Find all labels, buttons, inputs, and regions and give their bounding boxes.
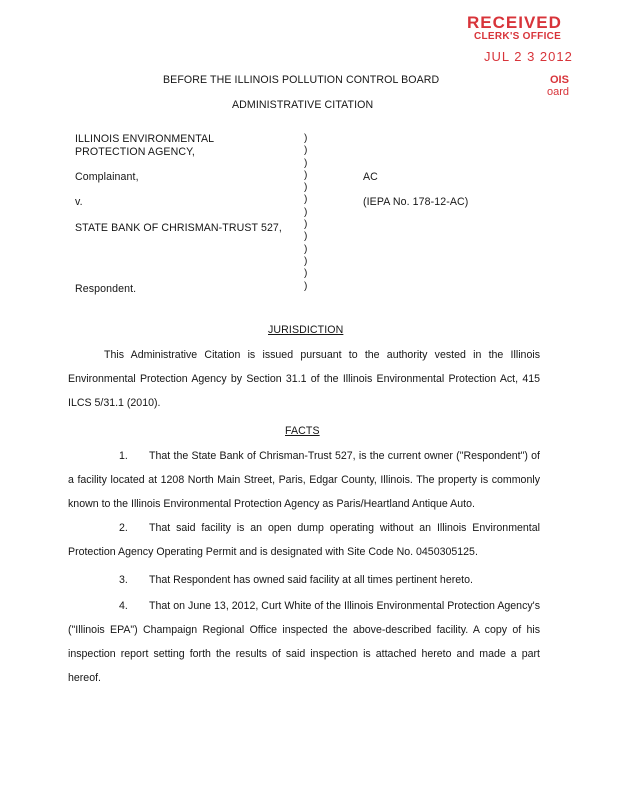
fact-number: 1. bbox=[119, 450, 128, 462]
complainant-name-line2: PROTECTION AGENCY, bbox=[75, 146, 195, 158]
facts-heading: FACTS bbox=[285, 425, 320, 437]
jurisdiction-text: This Administrative Citation is issued pursuant to the authority vested in the Illinois Environmental Protection Agency by Section 31.1 of the Illinois Environmental Protection Act, 415 ILCS 5/31.1 (2010). bbox=[68, 349, 540, 409]
bracket-glyph: ) bbox=[304, 243, 308, 255]
board-heading: BEFORE THE ILLINOIS POLLUTION CONTROL BOARD bbox=[163, 74, 440, 86]
fact-text: That said facility is an open dump operating without an Illinois Environmental Protection Agency Operating Permit and is designated with Site Code No. 0450305125. bbox=[68, 522, 540, 558]
complainant-name-line1: ILLINOIS ENVIRONMENTAL bbox=[75, 133, 215, 145]
bracket-glyph: ) bbox=[304, 280, 308, 292]
fact-4 bbox=[68, 594, 540, 690]
fact-number: 2. bbox=[119, 522, 128, 534]
complainant-role: Complainant, bbox=[75, 171, 139, 183]
stamp-board-fragment: oard bbox=[547, 86, 570, 98]
bracket-glyph: ) bbox=[304, 145, 308, 157]
respondent-role: Respondent. bbox=[75, 283, 137, 295]
bracket-glyph: ) bbox=[304, 133, 308, 144]
caption-bracket bbox=[304, 133, 307, 293]
bracket-glyph: ) bbox=[304, 206, 308, 218]
bracket-glyph: ) bbox=[304, 255, 308, 267]
stamp-state-fragment: OIS bbox=[550, 74, 569, 86]
bracket-glyph: ) bbox=[304, 182, 308, 194]
respondent-name: STATE BANK OF CHRISMAN-TRUST 527, bbox=[75, 222, 282, 234]
bracket-glyph: ) bbox=[304, 169, 308, 181]
bracket-glyph: ) bbox=[304, 268, 308, 280]
fact-text: That Respondent has owned said facility at all times pertinent hereto. bbox=[149, 574, 473, 586]
bracket-glyph: ) bbox=[304, 157, 308, 169]
case-number: (IEPA No. 178-12-AC) bbox=[363, 196, 469, 208]
jurisdiction-heading: JURISDICTION bbox=[268, 324, 344, 336]
fact-1 bbox=[68, 444, 540, 516]
stamp-date: JUL 2 3 2012 bbox=[484, 49, 573, 64]
jurisdiction-paragraph bbox=[68, 343, 540, 415]
received-stamp: RECEIVED bbox=[467, 13, 562, 32]
fact-text: That the State Bank of Chrisman-Trust 527, is the current owner ("Respondent") of a facility located at 1208 North Main Street, Paris, Edgar County, Illinois. The property is commonly known to the Illinois Environmental Protection Agency as Paris/Heartland Antique Auto. bbox=[68, 450, 540, 510]
fact-text: That on June 13, 2012, Curt White of the Illinois Environmental Protection Agency's ("Illinois EPA") Champaign Regional Office inspected the above-described facility. A copy of his inspection report setting forth the results of said inspection is attached hereto and made a part hereof. bbox=[68, 600, 540, 684]
clerks-office-stamp: CLERK'S OFFICE bbox=[474, 31, 562, 42]
document-type: ADMINISTRATIVE CITATION bbox=[232, 99, 374, 111]
fact-3 bbox=[68, 568, 540, 592]
bracket-glyph: ) bbox=[304, 219, 308, 231]
fact-number: 4. bbox=[119, 600, 128, 612]
fact-number: 3. bbox=[119, 574, 128, 586]
fact-2 bbox=[68, 516, 540, 564]
bracket-glyph: ) bbox=[304, 231, 308, 243]
bracket-glyph: ) bbox=[304, 194, 308, 206]
versus: v. bbox=[75, 196, 83, 208]
case-type: AC bbox=[363, 171, 378, 183]
